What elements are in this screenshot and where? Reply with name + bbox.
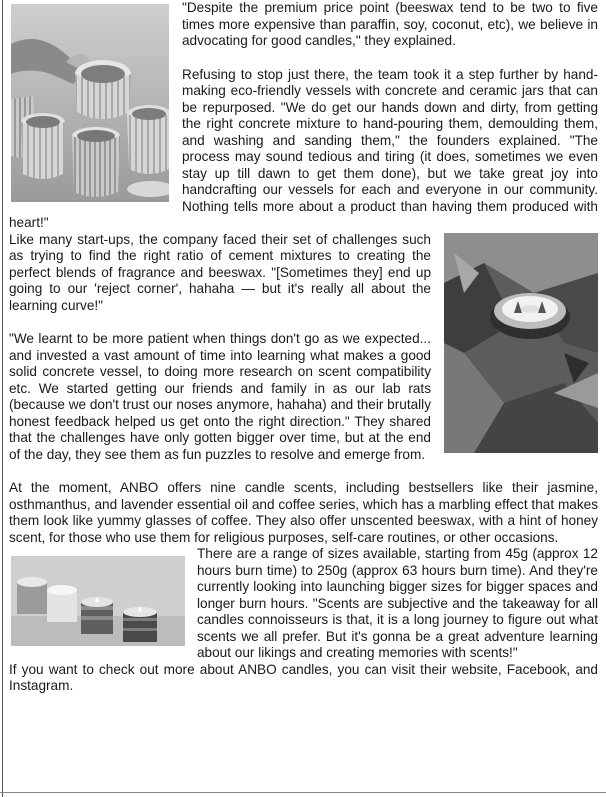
paragraph-5: At the moment, ANBO offers nine candle scents, including bestsellers like their jasmine, osthmanthus, and lavender essential oil and coffee series, which has a marbling effect that makes them look like yummy glasses of coffee. They also offer unscented beeswax, with a hint of honey scent, for those who use them for religious purposes, self-care routines, or other occasions. xyxy=(9,480,598,545)
page-left-border xyxy=(2,0,3,797)
paragraph-2: Refusing to stop just there, the team took it a step further by hand-making eco-friendly vessels with concrete and ceramic jars that can be repurposed. "We do get our hands down and dirty, from getting the right concrete mixture to hand-pouring them, demoulding them, and washing and sanding them," the founders explained. "The process may sound tedious and tiring (it does, sometimes we even stay up till dawn to get them done), but we take great joy into handcrafting our vessels for each and everyone in our community. Nothing tells more about a product than having them produced with heart!" xyxy=(9,66,598,230)
paragraph-4: "We learnt to be more patient when things don't go as we expected... and invested a vast amount of time into learning what makes a good solid concrete vessel, to doing more research on scent compatibility etc. We started getting our friends and family in as our lab rats (because we don't trust our noses anymore, hahaha) and their brutally honest feedback helped us get onto the right direction." They shared that the challenges have only gotten bigger over time, but at the end of the day, they see them as fun puzzles to resolve and emerge from. xyxy=(9,331,431,462)
paragraph-6: There are a range of sizes available, starting from 45g (approx 12 hours burn time) to 250g (approx 63 hours burn time). And they're currently looking into launching bigger sizes for bigger spaces and longer burn hours. "Scents are subjective and the takeaway for all candles connoisseurs is that, it is a long journey to figure out what scents we all prefer. But it's gonna be a great adventure learning about our likings and creating memories with scents!" xyxy=(197,546,598,660)
article-body xyxy=(9,0,598,695)
paragraph-7: If you want to check out more about ANBO candles, you can visit their website, Facebook, and Instagram. xyxy=(9,661,598,693)
four-candles-photo xyxy=(11,556,185,646)
candle-on-leaves-photo xyxy=(444,233,598,453)
page-bottom-border xyxy=(0,792,606,793)
concrete-vessels-photo xyxy=(11,4,169,202)
paragraph-1: "Despite the premium price point (beeswax tend to be two to five times more expensive than paraffin, soy, coconut, etc), we believe in advocating for good candles," they explained. xyxy=(182,0,598,48)
paragraph-3: Like many start-ups, the company faced their set of challenges such as trying to find the right ratio of cement mixtures to creating the perfect blends of fragrance and beeswax. "[Sometimes they] end up going to our 'reject corner', hahaha — but it's really all about the learning curve!" xyxy=(9,231,431,313)
